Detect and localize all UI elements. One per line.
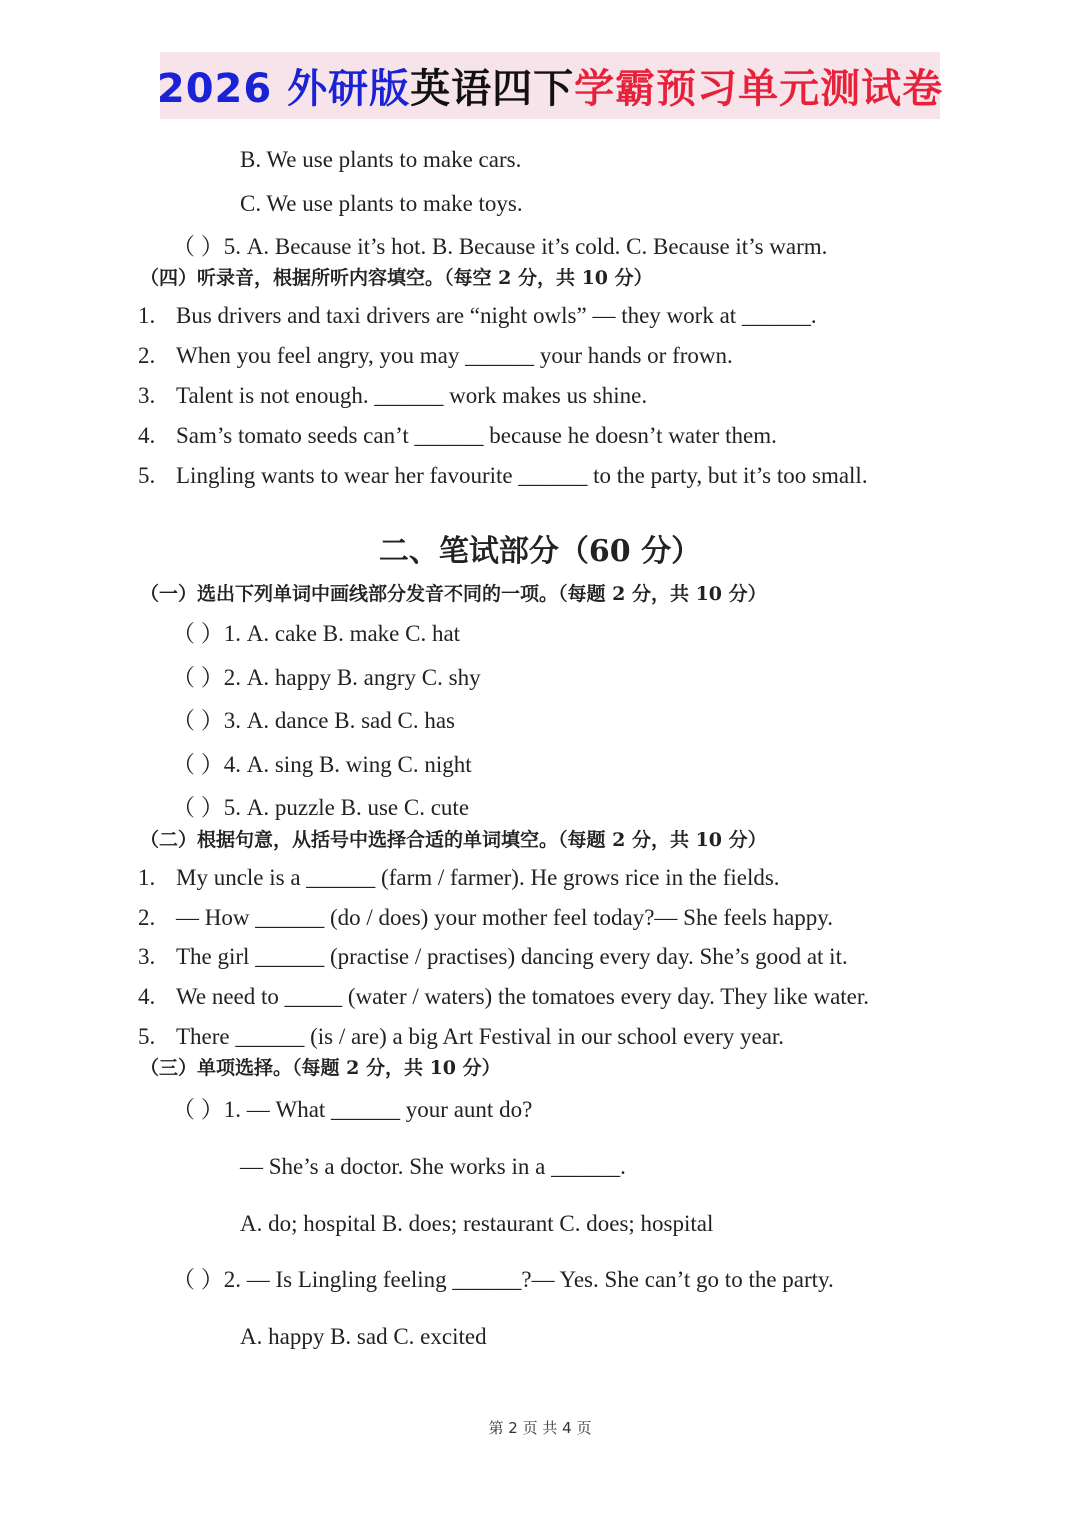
list-item: （ ）1. A. cake B. make C. hat (172, 621, 461, 646)
list-item: 3. The girl ______ (practise / practises) dancing every day. She’s good at it. (138, 944, 848, 969)
part-2-heading: 二、笔试部分（60 分） (378, 534, 702, 569)
title-banner (156, 52, 944, 119)
list-item: 2. When you feel angry, you may ______ your hands or frown. (138, 343, 733, 368)
mc-question-1: （ ）1. — What ______ your aunt do? (172, 1097, 533, 1122)
list-item: 3. Talent is not enough. ______ work makes us shine. (138, 383, 648, 408)
banner-subject: 英语四下 (410, 66, 575, 112)
banner-year: 2026 外研版 (156, 66, 411, 112)
list-item: 1. My uncle is a ______ (farm / farmer). He grows rice in the fields. (138, 865, 780, 890)
mc-question-1-options: A. do; hospital B. does; restaurant C. does; hospital (240, 1211, 714, 1236)
question-5: （ ）5. A. Because it’s hot. B. Because it’s cold. C. Because it’s warm. (172, 234, 828, 259)
list-item: 4. We need to _____ (water / waters) the tomatoes every day. They like water. (138, 984, 870, 1009)
mc-question-2-options: A. happy B. sad C. excited (240, 1324, 487, 1349)
list-item: （ ）5. A. puzzle B. use C. cute (172, 795, 470, 820)
written-2-heading: （二）根据句意，从括号中选择合适的单词填空。（每题 2 分，共 10 分） (140, 829, 767, 851)
list-item: （ ）3. A. dance B. sad C. has (172, 708, 455, 733)
option-b: B. We use plants to make cars. (240, 147, 522, 172)
list-item: 2. — How ______ (do / does) your mother feel today?— She feels happy. (138, 905, 834, 930)
section-4-heading: （四）听录音，根据所听内容填空。（每空 2 分，共 10 分） (140, 267, 653, 289)
list-item: （ ）2. A. happy B. angry C. shy (172, 665, 481, 690)
written-3-heading: （三）单项选择。（每题 2 分，共 10 分） (140, 1057, 501, 1079)
written-1-heading: （一）选出下列单词中画线部分发音不同的一项。（每题 2 分，共 10 分） (140, 583, 767, 605)
mc-question-2: （ ）2. — Is Lingling feeling ______?— Yes. She can’t go to the party. (172, 1267, 834, 1292)
mc-question-1-answer: — She’s a doctor. She works in a ______. (240, 1154, 626, 1179)
page-footer: 第 2 页 共 4 页 (488, 1419, 592, 1437)
list-item: （ ）4. A. sing B. wing C. night (172, 752, 472, 777)
list-item: 5. Lingling wants to wear her favourite ______ to the party, but it’s too small. (138, 463, 868, 488)
list-item: 4. Sam’s tomato seeds can’t ______ because he doesn’t water them. (138, 423, 777, 448)
list-item: 1. Bus drivers and taxi drivers are “night owls” — they work at ______. (138, 303, 817, 328)
list-item: 5. There ______ (is / are) a big Art Festival in our school every year. (138, 1024, 785, 1049)
banner-title: 学霸预习单元测试卷 (574, 66, 944, 112)
option-c: C. We use plants to make toys. (240, 191, 523, 216)
